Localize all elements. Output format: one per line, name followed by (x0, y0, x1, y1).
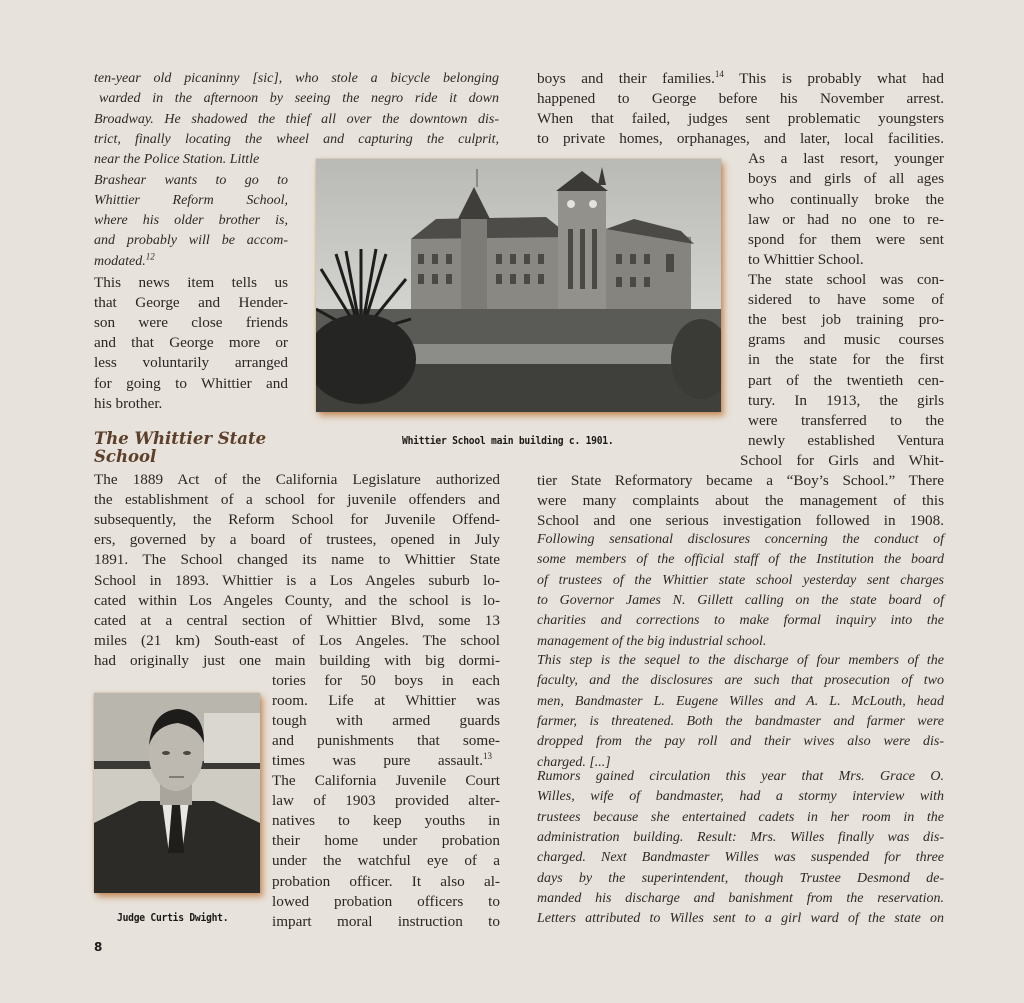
paragraph-line: for going to Whittier and (94, 374, 288, 392)
paragraph-line: under the watchful eye of a (272, 852, 500, 870)
judge-portrait-photo (94, 693, 260, 893)
paragraph-line: impart moral instruction to (272, 912, 500, 930)
paragraph-line: in the state for the first (748, 351, 944, 369)
paragraph-line: School for Girls and Whit- (740, 451, 944, 469)
footnote-ref: 13 (483, 751, 492, 762)
paragraph-line: lowed probation officers to (272, 892, 500, 910)
quote-line: modated.$^{12}$ (94, 251, 155, 269)
paragraph-line: tury. In 1913, the girls (748, 391, 944, 409)
paragraph-line: were many complaints about the management of this (537, 492, 944, 510)
quote-line: charged. [...] (537, 754, 611, 770)
quote-line: Willes, wife of bandmaster, had a stormy interview with (537, 789, 944, 805)
paragraph-line: the establishment of a school for juvenile offenders and (94, 491, 500, 509)
paragraph-line: the best job training pro- (748, 311, 944, 329)
quote-line: Whittier Reform School, (94, 192, 288, 208)
paragraph-line: probation officer. It also al- (272, 872, 500, 890)
quote-line: Brashear wants to go to (94, 172, 288, 188)
paragraph-line: tier State Reformatory became a “Boy’s School.” There (537, 472, 944, 489)
paragraph-line: had originally just one main building with big dormi- (94, 651, 500, 669)
paragraph-line: ers, governed by a board of trustees, opened in July (94, 531, 500, 549)
paragraph-line: boys and girls of all ages (748, 170, 944, 188)
paragraph-line: tough with armed guards (272, 712, 500, 730)
paragraph-line: newly established Ventura (748, 431, 944, 449)
paragraph-line: cated within Los Angeles County, and the school is lo- (94, 591, 500, 609)
footnote-ref-14: 14 (714, 68, 724, 79)
quote-line: farmer, is threatened. Both the bandmaster and farmer were (537, 713, 944, 729)
quote-line: warded in the afternoon by seeing the negro ride it down (99, 91, 499, 107)
school-building-photo (316, 159, 721, 412)
paragraph-line: School and one serious investigation followed in 1908. (537, 512, 944, 530)
quote-line: of trustees of the Whittier state school yesterday sent charges (537, 572, 944, 588)
quote-line: faculty, and the disclosures are such that prosecution of two (537, 673, 944, 689)
quote-line: ten-year old picaninny [sic], who stole a bicycle belonging (94, 71, 499, 86)
paragraph-line: As a last resort, younger (748, 150, 944, 168)
paragraph-line: to private homes, orphanages, and later, local facilities. (537, 130, 944, 148)
building-photo-caption: Whittier School main building c. 1901. (402, 434, 614, 447)
right-paragraph-1-first-line: boys and their families.$^{14}$ This is probably what had (537, 68, 945, 87)
footnote-ref: 12 (145, 251, 155, 262)
paragraph-line: to Whittier School. (748, 250, 864, 268)
quote-line: some members of the official staff of the Institution the board (537, 552, 944, 568)
quote-line: trict, finally locating the wheel and capturing the culprit, (94, 131, 499, 147)
quote-line: Rumors gained circulation this year that Mrs. Grace O. (537, 769, 944, 784)
quote-line: charities and corrections to make formal inquiry into the (537, 613, 944, 629)
paragraph-line: who continually broke the (748, 190, 944, 208)
paragraph-line: natives to keep youths in (272, 812, 500, 830)
quote-line: to Governor James N. Gillett calling on the state board of (537, 592, 944, 608)
paragraph-line: This news item tells us (94, 274, 288, 291)
paragraph-line: School in 1893. Whittier is a Los Angeles suburb lo- (94, 571, 500, 589)
paragraph-line: cated at a central section of Whittier Blvd, some 13 (94, 611, 500, 629)
quote-line: and probably will be accom- (94, 233, 288, 249)
paragraph-line: less voluntarily arranged (94, 354, 288, 372)
paragraph-line: sidered to have some of (748, 291, 944, 309)
paragraph-line: and punishments that some- (272, 732, 500, 750)
paragraph-line: that George and Hender- (94, 294, 288, 312)
paragraph-line: son were close friends (94, 314, 288, 332)
paragraph-line: happened to George before his November arrest. (537, 90, 944, 107)
quote-line: dropped from the pay roll and their wives also were dis- (537, 734, 944, 750)
paragraph-line: subsequently, the Reform School for Juvenile Offend- (94, 511, 500, 529)
quote-line: Broadway. He shadowed the thief all over the downtown dis- (94, 111, 499, 127)
paragraph-line: and that George more or (94, 334, 288, 352)
paragraph-line: were transferred to the (748, 411, 944, 429)
quote-line: Letters attributed to Willes sent to a girl ward of the state on (537, 911, 944, 927)
paragraph-line: The California Juvenile Court (272, 772, 500, 789)
paragraph-line: grams and music courses (748, 331, 944, 349)
paragraph-line: part of the twentieth cen- (748, 371, 944, 389)
quote-line: trustees because she entertained cadets in her room in the (537, 809, 944, 825)
paragraph-line: tories for 50 boys in each (272, 672, 500, 689)
judge-portrait-image (94, 693, 260, 893)
quote-line: days by the superintendent, though Trustee Desmond de- (537, 870, 944, 886)
paragraph-line: miles (21 km) South-east of Los Angeles. The school (94, 631, 500, 649)
quote-line: administration building. Result: Mrs. Willes finally was dis- (537, 829, 944, 845)
quote-line: charged. Next Bandmaster Willes was suspended for three (537, 850, 944, 866)
paragraph-line: room. Life at Whittier was (272, 692, 500, 710)
paragraph-line: When that failed, judges sent problematic youngsters (537, 110, 944, 128)
paragraph-line: law or had no one to re- (748, 210, 944, 228)
section-heading: The Whittier State School (94, 429, 267, 466)
quote-line: Following sensational disclosures concerning the conduct of (537, 532, 944, 547)
quote-line: men, Bandmaster L. Eugene Willes and A. L. McLouth, head (537, 693, 944, 709)
paragraph-line: 1891. The School changed its name to Whittier State (94, 551, 500, 569)
paragraph-line: their home under probation (272, 832, 500, 850)
quote-line: near the Police Station. Little (94, 152, 260, 168)
paragraph-line: law of 1903 provided alter- (272, 792, 500, 810)
quote-line: management of the big industrial school. (537, 633, 767, 649)
paragraph-line: spond for them were sent (748, 230, 944, 248)
paragraph-line: The state school was con- (748, 271, 944, 288)
quote-line: where his older brother is, (94, 213, 288, 229)
quote-line: manded his discharge and banishment from the reservation. (537, 890, 944, 906)
school-building-image (316, 159, 721, 412)
portrait-caption: Judge Curtis Dwight. (117, 911, 229, 924)
quote-line: This step is the sequel to the discharge of four members of the (537, 653, 944, 668)
paragraph-line: The 1889 Act of the California Legislature authorized (94, 471, 500, 488)
paragraph-line: times was pure assault.$^{13}$ (272, 751, 492, 770)
paragraph-line: his brother. (94, 394, 163, 412)
page-number: 8 (94, 940, 103, 954)
